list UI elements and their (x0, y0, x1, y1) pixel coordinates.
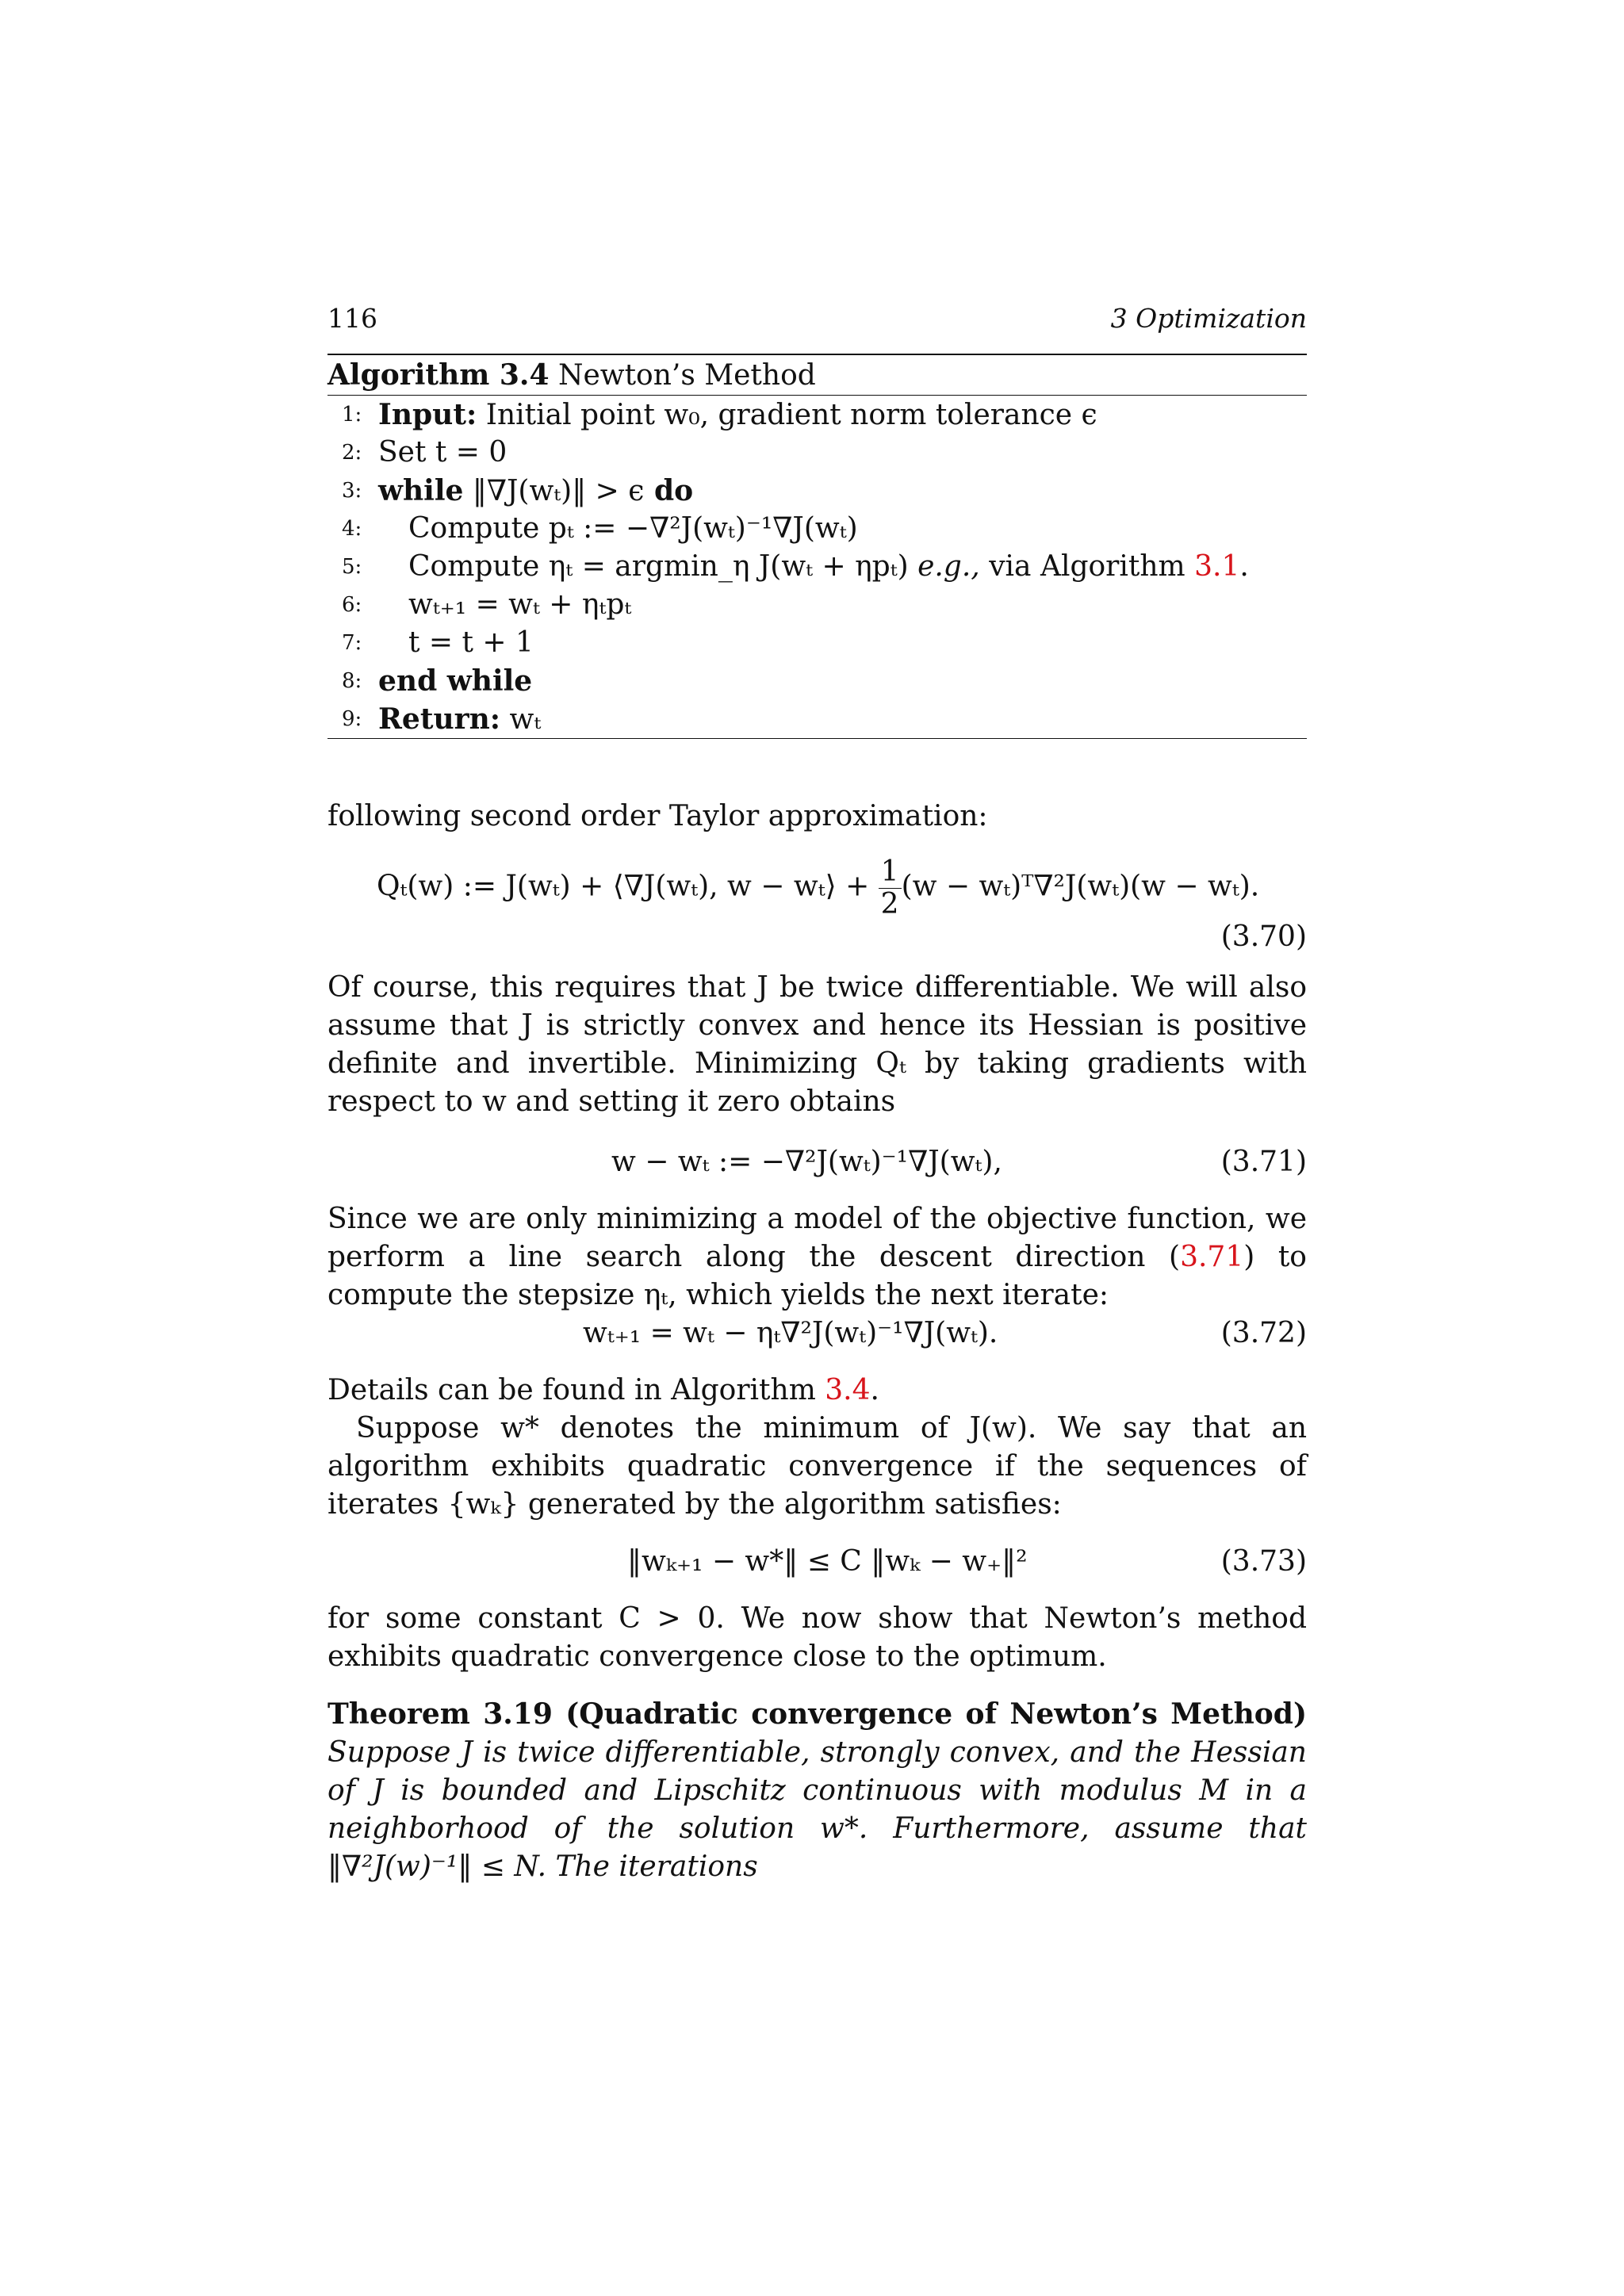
fraction-numerator: 1 (879, 856, 902, 889)
equation-3-72 (327, 1314, 1307, 1353)
paragraph-text: ) to compute the stepsize ηₜ, which yields the next iterate: (327, 1241, 1307, 1311)
algorithm-line (327, 700, 1307, 738)
line-text: Compute ηₜ = argmin_η J(wₜ + ηpₜ) (408, 550, 918, 583)
algorithm-line (327, 510, 1307, 548)
algorithm-line (327, 472, 1307, 510)
emphasis: e.g., (917, 550, 980, 583)
line-text: wₜ₊₁ = wₜ + ηₜpₜ (408, 588, 632, 621)
fraction (879, 856, 902, 920)
algorithm-title: Newton’s Method (557, 359, 816, 392)
equation-3-71 (327, 1143, 1307, 1181)
equation-text: ‖wₖ₊₁ − w*‖ ≤ C ‖wₖ − w₊‖² (627, 1545, 1028, 1578)
algorithm-line (327, 396, 1307, 434)
equation-number: (3.72) (1220, 1317, 1307, 1349)
algorithm-reference-link[interactable]: 3.1 (1194, 550, 1240, 583)
theorem-3-19 (327, 1695, 1307, 1886)
keyword: do (644, 474, 694, 507)
paragraph-text: Details can be found in Algorithm (327, 1374, 825, 1406)
keyword: end while (378, 664, 533, 698)
equation-number: (3.73) (1220, 1545, 1307, 1578)
page-number: 116 (327, 303, 377, 334)
line-number: 8: (342, 669, 362, 693)
line-number: 5: (342, 555, 362, 579)
paragraph (327, 1600, 1307, 1676)
line-number: 7: (342, 631, 362, 655)
equation-text: Qₜ(w) := J(wₜ) + ⟨∇J(wₜ), w − wₜ⟩ + (377, 870, 879, 903)
algorithm-line (327, 434, 1307, 472)
line-number: 2: (342, 441, 362, 465)
paragraph-text: for some constant C > 0. We now show that Newton’s method exhibits quadratic convergence close to the optimum. (327, 1602, 1307, 1673)
algorithm-reference-link[interactable]: 3.4 (825, 1374, 871, 1406)
line-text: ‖∇J(wₜ)‖ > ϵ (463, 475, 645, 507)
line-text: . (1239, 550, 1249, 583)
algorithm-box (327, 354, 1307, 739)
paragraph-text: . (870, 1374, 879, 1406)
chapter-title: 3 Optimization (1110, 303, 1307, 334)
paragraph (327, 1372, 1307, 1524)
algorithm-line (327, 548, 1307, 586)
fraction-denominator: 2 (880, 888, 899, 920)
paragraph (327, 798, 1307, 836)
line-number: 1: (342, 403, 362, 427)
paragraph (327, 1200, 1307, 1314)
paragraph-text: Suppose w* denotes the minimum of J(w). We say that an algorithm exhibits quadratic convergence if the sequences of iterates {wₖ} generated by the algorithm satisfies: (327, 1412, 1307, 1521)
keyword: Return: (378, 702, 501, 736)
equation-text: wₜ₊₁ = wₜ − ηₜ∇²J(wₜ)⁻¹∇J(wₜ). (583, 1317, 998, 1349)
equation-3-73 (327, 1543, 1307, 1581)
line-number: 4: (342, 517, 362, 541)
line-text: Set t = 0 (378, 436, 508, 469)
equation-number: (3.70) (1220, 920, 1307, 953)
algorithm-label: Algorithm 3.4 (327, 358, 550, 392)
algorithm-caption (327, 355, 1307, 395)
paragraph-text: Since we are only minimizing a model of the objective function, we perform a line search along the descent direction ( (327, 1203, 1307, 1273)
line-number: 6: (342, 593, 362, 617)
running-head (327, 301, 1307, 336)
line-text: t = t + 1 (408, 626, 534, 659)
equation-number: (3.71) (1220, 1146, 1307, 1178)
line-number: 9: (342, 707, 362, 731)
algorithm-line (327, 662, 1307, 700)
equation-text: w − wₜ := −∇²J(wₜ)⁻¹∇J(wₜ), (611, 1146, 1002, 1178)
line-text: Initial point w₀, gradient norm tolerance ϵ (477, 399, 1097, 431)
equation-text: (w − wₜ)ᵀ∇²J(wₜ)(w − wₜ). (901, 870, 1260, 903)
keyword: Input: (378, 398, 477, 431)
theorem-heading: Theorem 3.19 (Quadratic convergence of Newton’s Method) (327, 1697, 1307, 1731)
keyword: while (378, 474, 464, 507)
paragraph-text: following second order Taylor approximation: (327, 800, 988, 832)
paragraph (327, 969, 1307, 1121)
paragraph-text: Of course, this requires that J be twice differentiable. We will also assume that J is strictly convex and hence its Hessian is positive definite and invertible. Minimizing Qₜ by taking gradients with respect to w and setting it zero obtains (327, 971, 1307, 1118)
equation-number-row (327, 918, 1307, 956)
line-number: 3: (342, 479, 362, 503)
equation-3-70 (327, 851, 1307, 923)
equation-reference-link[interactable]: 3.71 (1180, 1241, 1244, 1273)
line-text: Compute pₜ := −∇²J(wₜ)⁻¹∇J(wₜ) (408, 512, 858, 545)
theorem-body: Suppose J is twice differentiable, strongly convex, and the Hessian of J is bounded and Lipschitz continuous with modulus M in a neighborhood of the solution w*. Furthermore, assume that ‖∇²J(w)⁻¹‖ ≤ N. The iterations (327, 1736, 1307, 1883)
algorithm-line (327, 586, 1307, 624)
line-text: wₜ (500, 703, 542, 736)
algorithm-line (327, 624, 1307, 662)
line-text: via Algorithm (979, 550, 1195, 583)
